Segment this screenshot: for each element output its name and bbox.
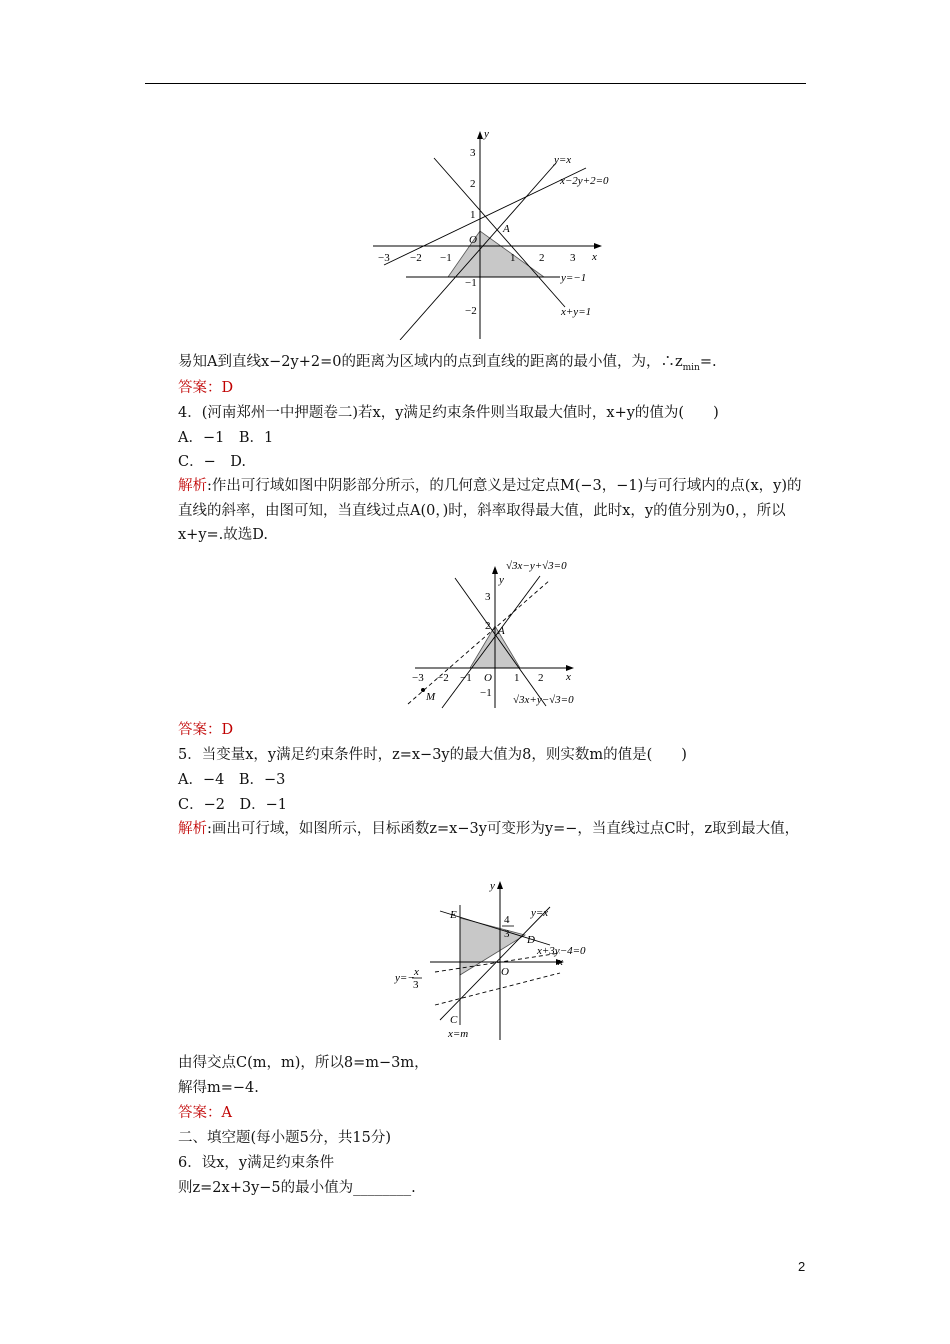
text-line-d: 解得m=−4. xyxy=(178,1080,259,1096)
x-tick: 2 xyxy=(539,252,545,264)
axis-y-label: y xyxy=(484,128,489,140)
origin-label: O xyxy=(501,966,509,978)
origin-label: O xyxy=(469,234,477,246)
y-tick: −1 xyxy=(465,277,477,289)
x-tick: 2 xyxy=(538,672,544,684)
x-tick: 1 xyxy=(514,672,520,684)
text-line-c: 由得交点C(m，m)，所以8=m−3m， xyxy=(178,1055,429,1071)
answer-3: 答案：A xyxy=(178,1105,232,1121)
x-tick: 1 xyxy=(510,252,516,264)
line-label: √3x−y+√3=0 xyxy=(506,560,567,572)
x-tick: −1 xyxy=(440,252,452,264)
x-tick: −2 xyxy=(410,252,422,264)
analysis-5: 解析:画出可行域，如图所示，目标函数z=x−3y可变形为y=−，当直线过点C时，z取到最大值， xyxy=(178,821,800,837)
dash-label: y=− xyxy=(395,972,415,984)
frac-num: 4 xyxy=(504,914,510,926)
x-tick: −3 xyxy=(412,672,424,684)
feasible-region xyxy=(448,231,544,277)
x-tick: −1 xyxy=(460,672,472,684)
axis-x-label: x xyxy=(592,251,597,263)
frac-den: 3 xyxy=(504,928,510,940)
q5-options-ab: A．−4 B．−3 xyxy=(178,772,286,788)
line-label: x−2y+2=0 xyxy=(560,175,609,187)
y-tick: 1 xyxy=(470,209,476,221)
figure-1 xyxy=(370,125,630,340)
question-6-b: 则z=2x+3y−5的最小值为________. xyxy=(178,1180,416,1196)
point-m-label: M xyxy=(426,691,436,703)
line-label: y=x xyxy=(554,154,572,166)
page-number: 2 xyxy=(798,1259,806,1274)
line-label: y=x xyxy=(531,907,549,919)
dashed-line-2 xyxy=(435,973,560,1005)
section-2-title: 二、填空题(每小题5分，共15分) xyxy=(178,1130,391,1146)
line-y-eq-x xyxy=(440,907,550,1020)
line-y-eq-x xyxy=(400,163,556,340)
axis-y-label: y xyxy=(499,574,504,586)
point-a-label: A xyxy=(498,625,505,637)
answer-1: 答案：D xyxy=(178,380,234,396)
x-tick: −3 xyxy=(378,252,390,264)
x-tick-labels xyxy=(412,672,544,684)
axis-x-label: x xyxy=(558,956,563,968)
analysis-4: 解析:作出可行域如图中阴影部分所示，的几何意义是过定点M(−3，−1)与可行域内的点(x，y)的直线的斜率，由图可知，当直线过点A(0，)时，斜率取得最大值，此时x，y的值分别为0，，所以x+y=.故选D. xyxy=(178,478,802,543)
axis-y-label: y xyxy=(490,880,495,892)
question-6: 6．设x，y满足约束条件 xyxy=(178,1155,335,1171)
q4-options-ab: A．−1 B．1 xyxy=(178,430,274,446)
line-label: x=m xyxy=(448,1028,469,1040)
q5-options-cd: C．−2 D．−1 xyxy=(178,797,287,813)
point-a-label: A xyxy=(503,223,510,235)
axis-x-label: x xyxy=(566,671,571,683)
point-m xyxy=(421,688,425,692)
line-sqrt3x+y xyxy=(455,578,546,706)
text-line1: 易知A到直线x−2y+2=0的距离为区域内的点到直线的距离的最小值，为，$\therefore z_{min}=$. xyxy=(178,354,717,373)
question-4: 4．(河南郑州一中押题卷二)若x，y满足约束条件则当取最大值时，x+y的值为( ) xyxy=(178,405,719,421)
dashed-line xyxy=(408,580,550,704)
point-e-label: E xyxy=(450,909,457,921)
figure-3 xyxy=(390,875,605,1040)
dash-label-num: x xyxy=(414,966,419,978)
x-tick: 3 xyxy=(570,252,576,264)
x-tick: −2 xyxy=(437,672,449,684)
point-d-label: D xyxy=(527,934,535,946)
y-tick: 3 xyxy=(485,591,491,603)
answer-2: 答案：D xyxy=(178,722,234,738)
line-label: y=−1 xyxy=(561,272,587,284)
y-tick: 2 xyxy=(470,178,476,190)
q4-options-cd: C．− D. xyxy=(178,454,246,470)
y-tick-labels xyxy=(465,147,477,317)
line-label: x+y=1 xyxy=(561,306,592,318)
figure-2 xyxy=(400,556,590,711)
y-tick: −2 xyxy=(465,305,477,317)
line-label: √3x+y−√3=0 xyxy=(513,694,574,706)
line-label: x+3y−4=0 xyxy=(537,945,586,957)
dash-label-den: 3 xyxy=(413,979,419,991)
point-c-label: C xyxy=(450,1014,458,1026)
line-x-y-1 xyxy=(434,158,565,307)
y-tick: −1 xyxy=(480,687,492,699)
question-5: 5．当变量x，y满足约束条件时，z=x−3y的最大值为8，则实数m的值是( ) xyxy=(178,747,687,763)
y-tick: 3 xyxy=(470,147,476,159)
origin-label: O xyxy=(484,672,492,684)
y-tick: 2 xyxy=(485,620,491,632)
header-rule xyxy=(145,83,806,84)
